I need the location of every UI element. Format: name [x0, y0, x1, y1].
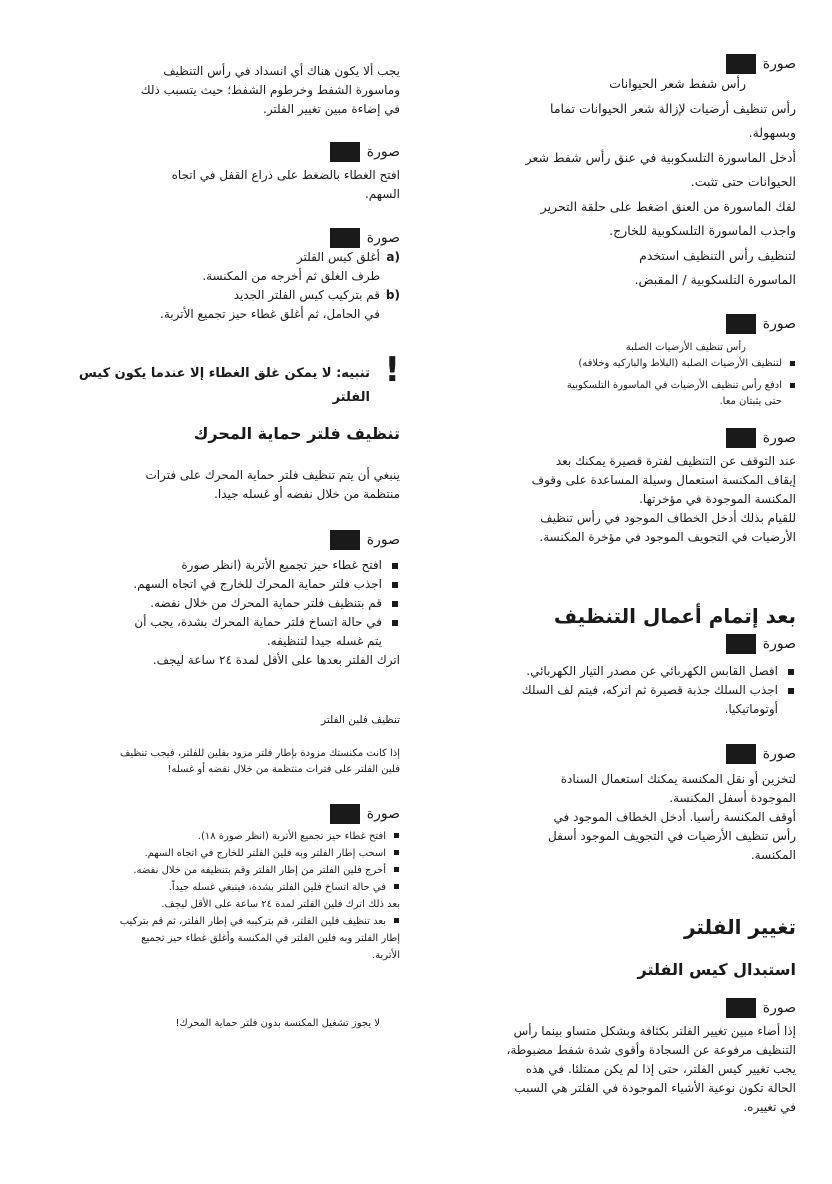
- blockage-note: يجب ألا يكون هناك أي انسداد في رأس التنظيف وماسورة الشفط وخرطوم الشفط؛ حيث يتسبب ذلك في إضاءة مبين تغيير الفلتر.: [140, 64, 400, 116]
- list-item: ادفع رأس تنظيف الأرضيات في الماسورة التلسكوبية: [436, 378, 796, 394]
- left-column: [40, 0, 400, 1029]
- figure-label: صورة: [436, 54, 796, 74]
- list-item: افتح غطاء حيز تجميع الأتربة (انظر صورة: [40, 556, 400, 575]
- motor-filter-list: افتح غطاء حيز تجميع الأتربة (انظر صورة اجذب فلتر حماية المحرك للخارج في اتجاه السهم. قم بتنظيف فلتر حماية المحرك من خلال نفضه. في حالة اتساخ فلتر حماية المحرك بشدة، يجب أن يتم غسله جيدا لتنظيفه. اترك الفلتر بعدها على الأقل لمدة ٢٤ ساعة ليجف.: [40, 556, 400, 670]
- storage-text: لتخزين أو نقل المكنسة يمكنك استعمال السنادة الموجودة أسفل المكنسة. أوقف المكنسة رأسيا. أدخل الخطاف الموجود في رأس تنظيف الأرضيات في التجويف الموجود أسفل المكنسة.: [548, 772, 796, 862]
- figure-number-box: [726, 744, 756, 764]
- subsection-heading: استبدال كيس الفلتر: [637, 960, 796, 979]
- figure-number-box: [330, 228, 360, 248]
- figure-number-box: [330, 142, 360, 162]
- figure-label: صورة: [436, 428, 796, 448]
- figure-label: صورة: [40, 142, 400, 162]
- figure-number-box: [726, 54, 756, 74]
- figure-number-box: [726, 998, 756, 1018]
- felt-list: افتح غطاء حيز تجميع الأتربة (انظر صورة ١٨). اسحب إطار الفلتر وبه فلين الفلتر للخارج في اتجاه السهم. أخرج فلين الفلتر من إطار الفلتر وقم بتنظيفه من خلال نفضه. في حالة اتساخ فلين الفلتر بشدة، فينبغي غسله جيداً. بعد ذلك اترك فلين الفلتر لمدة ٢٤ ساعة على الأقل ليجف. بعد تنظيف فلين الفلتر، قم بتركيبه في إطار الفلتر، ثم قم بتركيب إطار الفلتر وبه فلين الفلتر في المكنسة وأغلق غطاء حيز تجميع الأتربة.: [40, 828, 400, 964]
- figure-label: صورة: [40, 228, 400, 248]
- list-item: بعد تنظيف فلين الفلتر، قم بتركيبه في إطار الفلتر، ثم قم بتركيب: [40, 913, 400, 930]
- figure-label: صورة: [436, 314, 796, 334]
- pet-hair-nozzle-text: رأس شفط شعر الحيوانات رأس تنظيف أرضيات لإزالة شعر الحيوانات تماما وبسهولة. أدخل الماسورة التلسكوبية في عنق رأس شفط شعر الحيوانات حتى تثبت. لفك الماسورة من العنق اضغط على حلقة التحرير واجذب الماسورة التلسكوبية للخارج. لتنظيف رأس التنظيف استخدم الماسورة التلسكوبية / المقبض.: [525, 76, 796, 287]
- warning-note: ! تنبيه: لا يمكن غلق الغطاء إلا عندما يكون كيس الفلتر: [78, 350, 400, 405]
- section-heading: تنظيف فلتر حماية المحرك: [193, 424, 400, 443]
- figure-label: صورة: [40, 530, 400, 550]
- section-heading: تغيير الفلتر: [683, 915, 796, 939]
- list-item: افصل القابس الكهربائي عن مصدر التيار الكهربائي.: [436, 662, 796, 681]
- hard-floor-nozzle-text: رأس تنظيف الأرضيات الصلبة لتنظيف الأرضيات الصلبة (البلاط والباركيه وخلافه) ادفع رأس تنظيف الأرضيات في الماسورة التلسكوبية حتى يثبتان معا.: [436, 340, 796, 410]
- parking-aid-text: عند التوقف عن التنظيف لفترة قصيرة يمكنك بعد إيقاف المكنسة استعمال وسيلة المساعدة على وقوف المكنسة الموجودة في مؤخرتها. للقيام بذلك أدخل الخطاف الموجود في رأس تنظيف الأرضيات في التجويف الموجود في مؤخرة المكنسة.: [531, 454, 796, 544]
- section-heading: بعد إتمام أعمال التنظيف: [553, 604, 796, 628]
- list-item: في حالة اتساخ فلين الفلتر بشدة، فينبغي غسله جيداً.: [40, 879, 400, 896]
- replace-bag-steps: a) أغلق كيس الفلتر طرف الغلق ثم أخرجه من المكنسة. b) قم بتركيب كيس الفلتر الجديد في الحامل، ثم أغلق غطاء حيز تجميع الأتربة.: [40, 248, 400, 324]
- motor-filter-intro: ينبغي أن يتم تنظيف فلتر حماية المحرك على فترات منتظمة من خلال نفضه أو غسله جيدا.: [145, 468, 400, 501]
- figure-label: صورة: [436, 634, 796, 654]
- list-item: اسحب إطار الفلتر وبه فلين الفلتر للخارج في اتجاه السهم.: [40, 845, 400, 862]
- step-a: a) أغلق كيس الفلتر: [296, 250, 400, 264]
- final-note: لا يجوز تشغيل المكنسة بدون فلتر حماية المحرك!: [175, 1018, 380, 1029]
- figure-number-box: [726, 428, 756, 448]
- subsection-heading: تنظيف فلين الفلتر: [321, 714, 400, 726]
- list-item: لتنظيف الأرضيات الصلبة (البلاط والباركيه وخلافه): [436, 356, 796, 372]
- figure-number-box: [330, 804, 360, 824]
- open-cover-text: افتح الغطاء بالضغط على ذراع القفل في اتجاه السهم.: [171, 168, 400, 201]
- step-b: b) قم بتركيب كيس الفلتر الجديد: [233, 288, 400, 302]
- list-item: اجذب السلك جذبة قصيرة ثم اتركه، فيتم لف السلك: [436, 681, 796, 700]
- list-item: قم بتنظيف فلتر حماية المحرك من خلال نفضه.: [40, 594, 400, 613]
- figure-number-box: [330, 530, 360, 550]
- after-cleaning-list: افصل القابس الكهربائي عن مصدر التيار الكهربائي. اجذب السلك جذبة قصيرة ثم اتركه، فيتم لف السلك أوتوماتيكيا.: [436, 662, 796, 719]
- warning-icon: !: [384, 350, 400, 390]
- figure-label: صورة: [436, 998, 796, 1018]
- list-item: في حالة اتساخ فلتر حماية المحرك بشدة، يجب أن: [40, 613, 400, 632]
- figure-number-box: [726, 634, 756, 654]
- figure-number-box: [726, 314, 756, 334]
- list-item: أخرج فلين الفلتر من إطار الفلتر وقم بتنظيفه من خلال نفضه.: [40, 862, 400, 879]
- figure-label: صورة: [436, 744, 796, 764]
- list-item: اجذب فلتر حماية المحرك للخارج في اتجاه السهم.: [40, 575, 400, 594]
- list-item: افتح غطاء حيز تجميع الأتربة (انظر صورة ١٨).: [40, 828, 400, 845]
- filter-indicator-text: إذا أضاء مبين تغيير الفلتر بكثافة وبشكل متساو بينما رأس التنظيف مرفوعة عن السجادة وأقوى شدة شفط مضبوطة، يجب تغيير كيس الفلتر، حتى إذا لم يكن ممتلئا. في هذه الحالة تكون نوعية الأشياء الموجودة في الفلتر هي السبب في تغييره.: [506, 1024, 796, 1114]
- figure-label: صورة: [40, 804, 400, 824]
- felt-intro: إذا كانت مكنستك مزودة بإطار فلتر مزود بفلين للفلتر، فيجب تنظيف فلين الفلتر على فترات منتظمة من خلال نفضه أو غسله!: [119, 748, 400, 775]
